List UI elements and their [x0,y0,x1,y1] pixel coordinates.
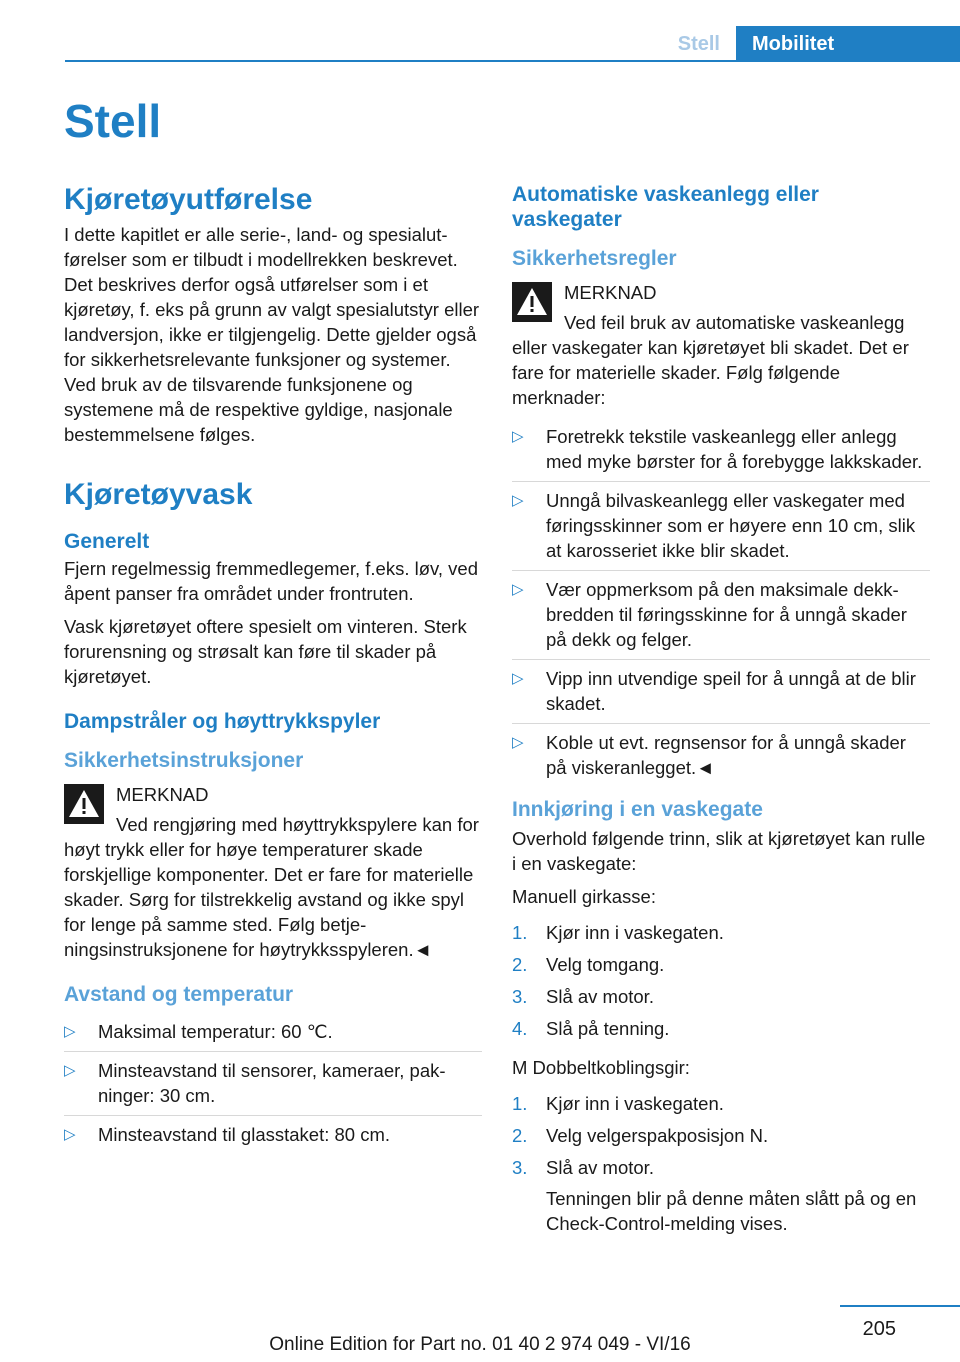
warning-label: MERKNAD [116,783,209,805]
triangle-bullet-icon: ▷ [512,427,524,445]
list-item: ▷ Vipp inn utvendige speil for å unngå at de blir skadet. [512,660,930,724]
triangle-bullet-icon: ▷ [512,733,524,751]
list-item: 1. Kjør inn i vaskegaten. [512,921,724,943]
heading-sikkerhetsregler: Sikkerhetsregler [512,247,677,271]
manuell-steps [512,917,930,1045]
list-item: 2. Velg tomgang. [512,953,665,975]
list-item: 4. Slå på tenning. [512,1017,670,1039]
dobbel-label: M Dobbeltkoblingsgir: [512,1056,690,1078]
right-column [512,182,930,1250]
heading-kjoretoyutforelse: Kjøretøyutførelse [64,183,313,216]
list-item: 2. Velg velgerspakposisjon N. [512,1124,769,1146]
list-item: ▷ Unngå bilvaskeanlegg eller vaskegater med føringsskinner som er høyere enn 10 cm, slik at karosseriet ikke blir skadet. [512,482,930,571]
tab-mobilitet[interactable]: Mobilitet [736,26,960,62]
paragraph-utforelse: I dette kapitlet er alle serie-, land- og spesialutførelser som er tilbudt i modellrekken beskrevet. Det beskrives derfor også utførelser som i et kjøretøy, f. eks på grunn av valgt spesialutstyr eller landversjon, ikke er tilgjengelig. Dette gjelder også for sikkerhetsrelevante funksjoner og systemer. Ved bruk av de tilsvarende funksjonene og systemene må de respektive gyldige, nasjonale bestemmelsene følges. [64,224,480,445]
manuell-label: Manuell girkasse: [512,885,656,907]
page-title: Stell [64,95,162,147]
triangle-bullet-icon: ▷ [64,1022,76,1040]
list-item: ▷ Minsteavstand til sensorer, kameraer, pakninger: 30 cm. [64,1052,482,1116]
list-item: ▷ Minsteavstand til glasstaket: 80 cm. [64,1123,391,1145]
list-item: 3. Slå av motor. [512,985,654,1007]
list-item: ▷ Maksimal temperatur: 60 ℃. [64,1013,482,1052]
triangle-bullet-icon: ▷ [64,1061,76,1079]
heading-avstand: Avstand og temperatur [64,982,294,1006]
triangle-bullet-icon: ▷ [512,669,524,687]
paragraph-innkjoring: Overhold følgende trinn, slik at kjøretøyet kan rulle i en vaskegate: [512,827,926,874]
heading-kjoretoyvask: Kjøretøyvask [64,478,253,511]
triangle-bullet-icon: ▷ [64,1125,76,1143]
regler-list [512,418,930,787]
dobbel-steps [512,1088,930,1240]
triangle-bullet-icon: ▷ [512,580,524,598]
list-item: ▷ Foretrekk tekstile vaskeanlegg eller anlegg med myke børster for å forebygge lakkskader. [512,418,930,482]
list-item: 3. Slå av motor. Tenningen blir på denne måten slått på og en Check-Control-melding vises. [512,1152,930,1240]
warning-icon [64,784,104,824]
tab-stell[interactable]: Stell [677,33,720,55]
list-item: ▷ Koble ut evt. regnsensor for å unngå skader på viskeranlegget.◄ [512,731,906,778]
heading-generelt: Generelt [64,530,150,553]
warning-icon [512,282,552,322]
heading-automatiske-vaskeanlegg: Automatiske vaskeanlegg eller vaskegater [512,183,819,232]
avstand-list [64,1013,482,1154]
footer-rule [840,1305,960,1307]
warning-text: Ved feil bruk av automatiske vaskeanlegg eller vaskegater kan kjøretøyet bli skadet. Det er fare for materielle skader. Følg følgende merknader: [512,311,909,408]
list-item: ▷ Vær oppmerksom på den maksimale dekkbredden til føringsskinne for å unngå skader på dekk og felger. [512,571,930,660]
heading-innkjoring: Innkjøring i en vaskegate [512,797,763,821]
footer-edition: Online Edition for Part no. 01 40 2 974 049 - VI/16 [269,1334,691,1355]
warning-label: MERKNAD [564,281,657,303]
warning-text: Ved rengjøring med høyttrykkspylere kan for høyt trykk eller for høye temperaturer skade forskjellige komponenter. Det er fare for materielle skader. Sørg for tilstrekkelig avstand og ikke spyl for lenge på samme sted. Følg betjeningsinstruksjonene for høytrykksspyleren.◄ [64,813,479,960]
paragraph-generelt-1: Fjern regelmessig fremmedlegemer, f.eks. løv, ved åpent panser fra området under frontruten. [64,558,478,605]
left-column [64,182,482,1164]
step-note: Tenningen blir på denne måten slått på og en Check-Control-melding vises. [546,1187,917,1234]
paragraph-generelt-2: Vask kjøretøyet oftere spesielt om vinteren. Sterk forurensning og strøsalt kan føre til skader på kjøretøyet. [64,616,467,688]
heading-dampstraler: Dampstråler og høyttrykkspyler [64,710,381,734]
page-number: 205 [862,1318,896,1340]
heading-sikkerhetsinstruksjoner: Sikkerhetsinstruksjoner [64,749,304,773]
triangle-bullet-icon: ▷ [512,491,524,509]
list-item: 1. Kjør inn i vaskegaten. [512,1092,724,1114]
